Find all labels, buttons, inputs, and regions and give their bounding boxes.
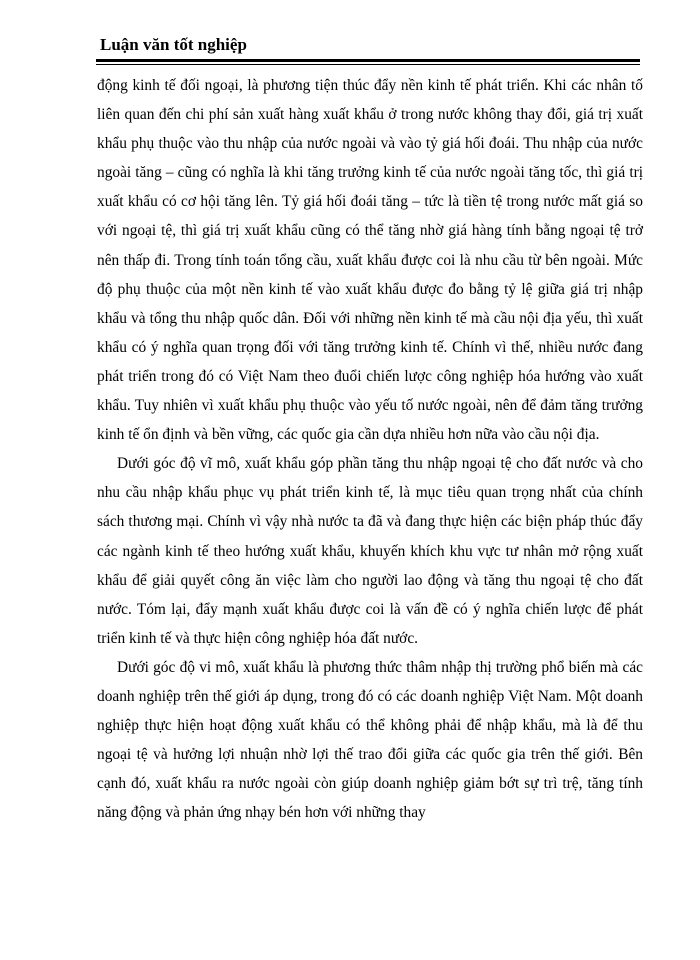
paragraph-2: Dưới góc độ vĩ mô, xuất khẩu góp phần tăng thu nhập ngoại tệ cho đất nước và cho nhu cầu nhập khẩu phục vụ phát triển kinh tế, là mục tiêu quan trọng nhất của chính sách thương mại. Chính vì vậy nhà nước ta đã và đang thực hiện các biện pháp thúc đẩy các ngành kinh tế theo hướng xuất khẩu, khuyến khích khu vực tư nhân mở rộng xuất khẩu để giải quyết công ăn việc làm cho người lao động và tăng thu ngoại tệ cho đất nước. Tóm lại, đẩy mạnh xuất khẩu được coi là vấn đề có ý nghĩa chiến lược để phát triển kinh tế và thực hiện công nghiệp hóa đất nước. — [97, 455, 643, 647]
paragraph-3: Dưới góc độ vi mô, xuất khẩu là phương thức thâm nhập thị trường phổ biến mà các doanh nghiệp trên thế giới áp dụng, trong đó có các doanh nghiệp Việt Nam. Một doanh nghiệp thực hiện hoạt động xuất khẩu có thể không phải để nhập khẩu, mà là để thu ngoại tệ và hưởng lợi nhuận nhờ lợi thế trao đổi giữa các quốc gia trên thế giới. Bên cạnh đó, xuất khẩu ra nước ngoài còn giúp doanh nghiệp giảm bớt sự trì trệ, tăng tính năng động và phản ứng nhạy bén hơn với những thay — [97, 658, 643, 822]
header-title: Luận văn tốt nghiệp — [100, 35, 247, 54]
header-rule-thin — [96, 64, 640, 65]
paragraph-1: động kinh tế đối ngoại, là phương tiện thúc đẩy nền kinh tế phát triển. Khi các nhân tố liên quan đến chi phí sản xuất hàng xuất khẩu ở trong nước không thay đổi, giá trị xuất khẩu phụ thuộc vào thu nhập của nước ngoài và vào tỷ giá hối đoái. Thu nhập của nước ngoài tăng – cũng có nghĩa là khi tăng trưởng kinh tế của nước ngoài tăng tốc, thì giá trị xuất khẩu có cơ hội tăng lên. Tỷ giá hối đoái tăng – tức là tiền tệ trong nước mất giá so với ngoại tệ, thì giá trị xuất khẩu cũng có thể tăng nhờ giá hàng tính bằng ngoại tệ trở nên thấp đi. Trong tính toán tổng cầu, xuất khẩu được coi là nhu cầu từ bên ngoài. Mức độ phụ thuộc của một nền kinh tế vào xuất khẩu được đo bằng tỷ lệ giữa giá trị nhập khẩu và tổng thu nhập quốc dân. Đối với những nền kinh tế mà cầu nội địa yếu, thì xuất khẩu có ý nghĩa quan trọng đối với tăng trưởng kinh tế. Chính vì thế, nhiều nước đang phát triển trong đó có Việt Nam theo đuổi chiến lược công nghiệp hóa hướng vào xuất khẩu. Tuy nhiên vì xuất khẩu phụ thuộc vào yếu tố nước ngoài, nên để đảm tăng trưởng kinh tế ổn định và bền vững, các quốc gia cần dựa nhiều hơn nữa vào cầu nội địa. — [97, 77, 643, 444]
header-rule-thick — [96, 59, 640, 62]
document-body — [97, 71, 643, 827]
page-header — [96, 34, 640, 64]
